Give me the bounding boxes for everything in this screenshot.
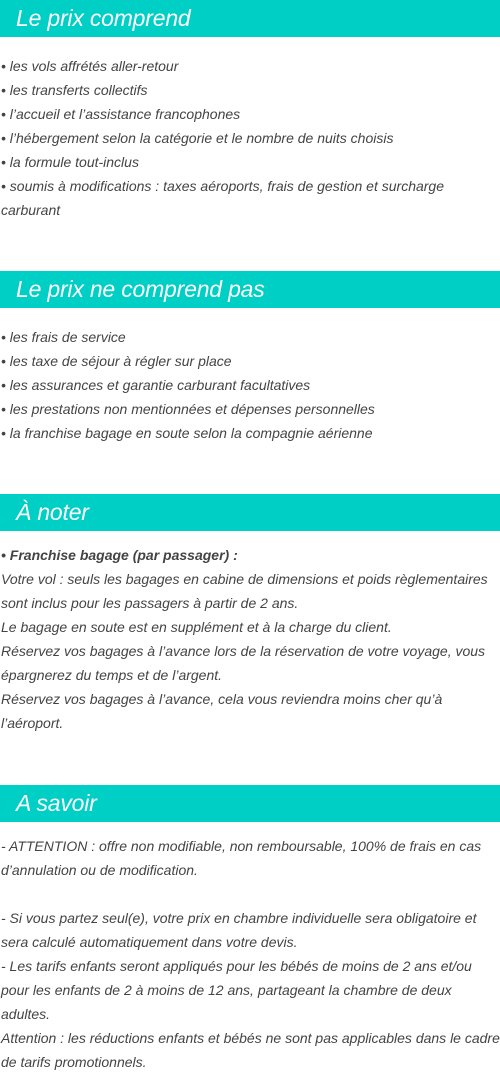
paragraph: Réservez vos bagages à l’avance, cela vous reviendra moins cher qu’à l’aéroport. xyxy=(1,691,443,731)
list-item: • les prestations non mentionnées et dépenses personnelles xyxy=(1,401,375,417)
list-item: • les assurances et garantie carburant facultatives xyxy=(1,377,311,393)
blank-line xyxy=(1,882,500,906)
paragraph: - Si vous partez seul(e), votre prix en chambre individuelle sera obligatoire et sera calculé automatiquement dans votre devis. xyxy=(1,910,477,950)
paragraph: - ATTENTION : offre non modifiable, non remboursable, 100% de frais en cas d’annulation ou de modification. xyxy=(1,838,482,878)
paragraph: - Les tarifs enfants seront appliqués pour les bébés de moins de 2 ans et/ou pour les enfants de 2 à moins de 12 ans, partageant la chambre de deux adultes. xyxy=(1,958,472,1022)
section-title: A savoir xyxy=(0,785,500,822)
list-item: • les transferts collectifs xyxy=(1,82,148,98)
section-notes xyxy=(0,494,500,735)
section-body xyxy=(0,531,500,735)
list-item: • l’accueil et l’assistance francophones xyxy=(1,106,241,122)
list-item: • la franchise bagage en soute selon la compagnie aérienne xyxy=(1,425,373,441)
section-price-includes xyxy=(0,0,500,222)
paragraph: Votre vol : seuls les bagages en cabine de dimensions et poids règlementaires sont inclus pour les passagers à partir de 2 ans. xyxy=(1,571,488,611)
section-title: Le prix ne comprend pas xyxy=(0,271,500,308)
list-item: • la formule tout-inclus xyxy=(1,154,139,170)
section-body xyxy=(0,822,500,1074)
section-price-excludes xyxy=(0,271,500,445)
list-item: • les taxe de séjour à régler sur place xyxy=(1,353,232,369)
notes-heading: • Franchise bagage (par passager) : xyxy=(1,547,238,563)
list-item: • les vols affrétés aller-retour xyxy=(1,58,179,74)
section-title: Le prix comprend xyxy=(0,0,500,37)
list-item: • l’hébergement selon la catégorie et le nombre de nuits choisis xyxy=(1,130,394,146)
section-body xyxy=(0,37,500,222)
paragraph: Le bagage en soute est en supplément et à la charge du client. xyxy=(1,619,392,635)
section-good-to-know xyxy=(0,785,500,1074)
paragraph: Attention : les réductions enfants et bébés ne sont pas applicables dans le cadre de tarifs promotionnels. xyxy=(1,1030,500,1070)
section-title: À noter xyxy=(0,494,500,531)
paragraph: Réservez vos bagages à l’avance lors de la réservation de votre voyage, vous épargnerez du temps et de l’argent. xyxy=(1,643,486,683)
section-body xyxy=(0,308,500,445)
list-item: • les frais de service xyxy=(1,329,126,345)
list-item: • soumis à modifications : taxes aéroports, frais de gestion et surcharge carburant xyxy=(1,178,445,218)
